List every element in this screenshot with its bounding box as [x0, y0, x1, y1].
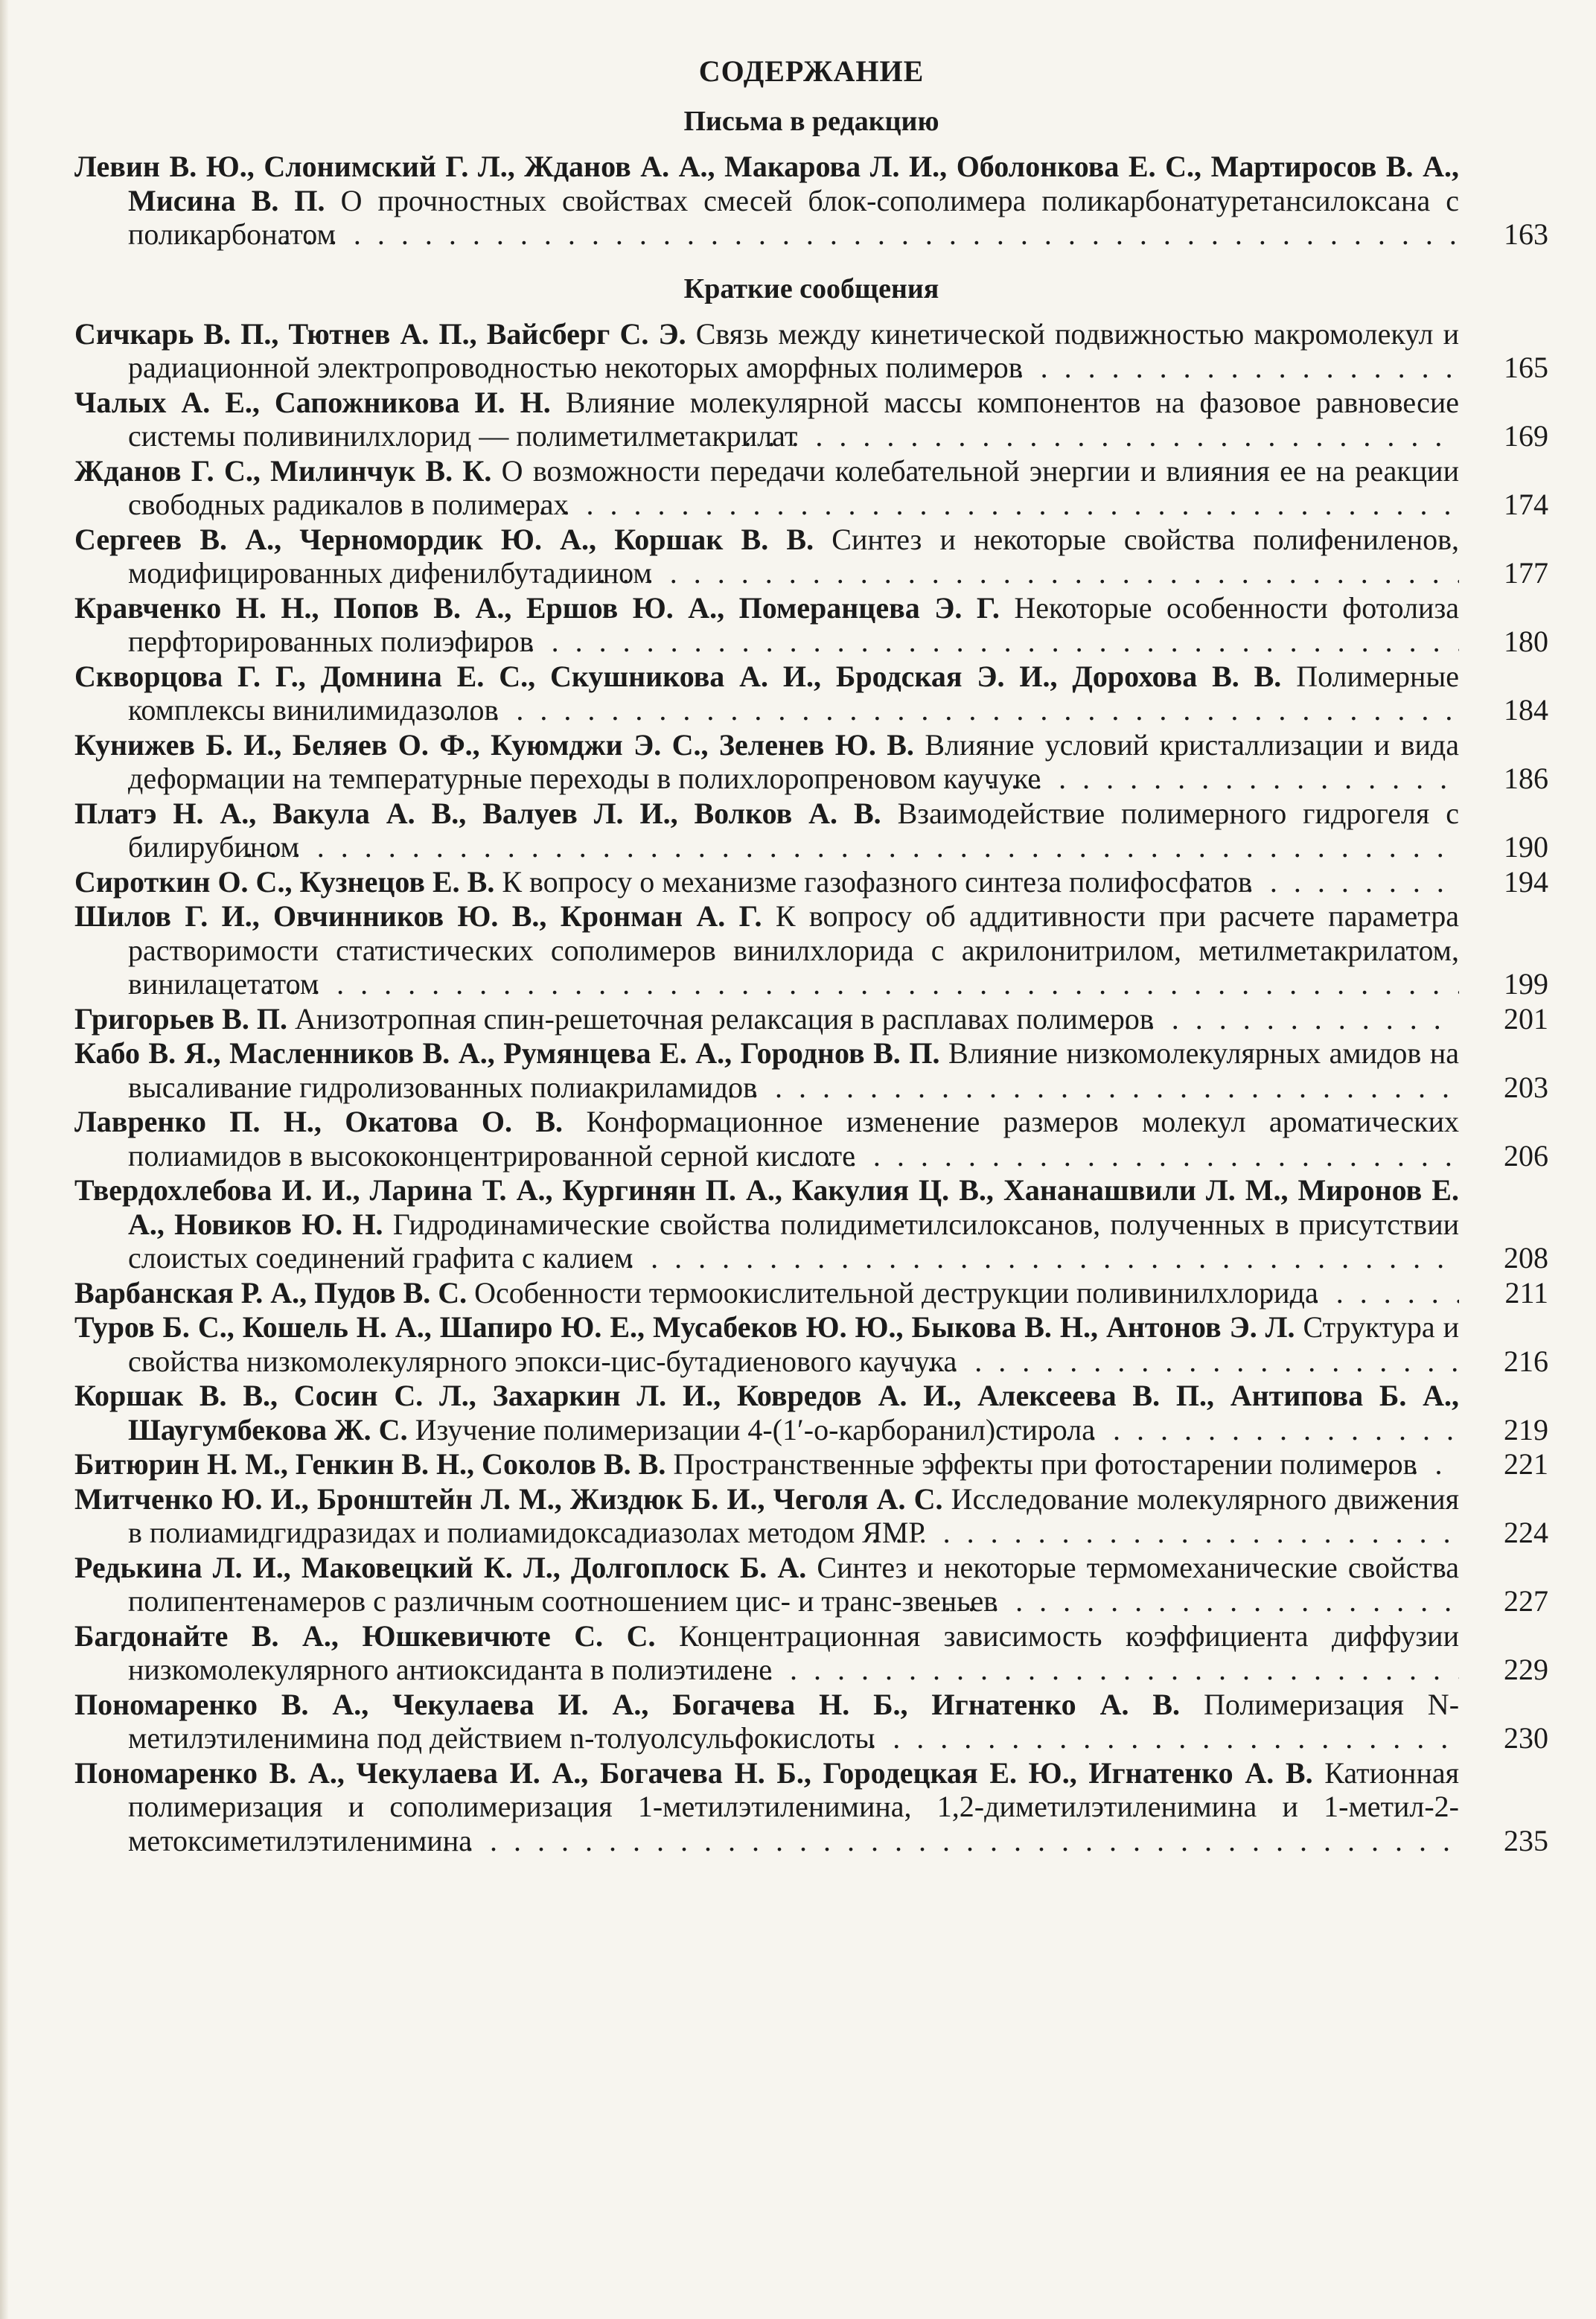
entry-authors: Сергеев В. А., Черномордик Ю. А., Коршак В. В.: [74, 522, 814, 556]
entry-title: Влияние молекулярной массы компонентов на фазовое равновесие системы поливинилхлорид — полиметилметакрилат . . .: [128, 386, 1459, 453]
entry-authors: Митченко Ю. И., Бронштейн Л. М., Жиздюк Б. И., Чеголя А. С.: [74, 1481, 943, 1516]
contents-entry: [74, 386, 1548, 453]
entry-page-number: 190: [1504, 830, 1548, 864]
entry-title: Влияние низкомолекулярных амидов на высаливание гидролизованных полиакриламидов . . .: [128, 1036, 1459, 1104]
entry-authors: Кравченко Н. Н., Попов В. А., Ершов Ю. А., Померанцева Э. Г.: [74, 590, 1000, 625]
contents-entry: [74, 1105, 1548, 1173]
entry-text: [74, 1276, 1459, 1310]
entry-authors: Жданов Г. С., Милинчук В. К.: [74, 453, 492, 488]
entry-page-number: 199: [1504, 967, 1548, 1001]
entry-text: [74, 1447, 1459, 1481]
contents-title: СОДЕРЖАНИЕ: [698, 54, 925, 88]
entry-page-number: 174: [1504, 488, 1548, 521]
entry-authors: Левин В. Ю., Слонимский Г. Л., Жданов А. А., Макарова Л. И., Оболонкова Е. С., Мартиросов В. А., Мисина В. П.: [74, 150, 1459, 217]
entry-authors: Твердохлебова И. И., Ларина Т. А., Кургинян П. А., Какулия Ц. В., Хананашвили Л. М., Миронов Е. А., Новиков Ю. Н.: [74, 1173, 1459, 1241]
entry-title: Некоторые особенности фотолиза перфторированных полиэфиров . . .: [128, 591, 1459, 659]
entry-text: [74, 1310, 1459, 1378]
entry-title: Анизотропная спин-решеточная релаксация в расплавах полимеров . . .: [295, 1002, 1154, 1036]
entry-text: [74, 797, 1459, 864]
entry-page-number: 184: [1504, 693, 1548, 727]
entry-authors: Григорьев В. П.: [74, 1001, 287, 1036]
entry-authors: Туров Б. С., Кошель Н. А., Шапиро Ю. Е., Мусабеков Ю. Ю., Быкова В. Н., Антонов Э. Л.: [74, 1310, 1295, 1344]
entry-authors: Багдонайте В. А., Юшкевичюте С. С.: [74, 1618, 656, 1653]
entry-text: [74, 1688, 1459, 1755]
entry-title: Катионная полимеризация и сополимеризация 1-метилэтиленимина, 1,2-диметилэтиленимина и 1-метил-2-метоксиметилэтиленимина . . .: [128, 1756, 1459, 1857]
contents-entry: [74, 454, 1548, 522]
entry-page-number: 201: [1504, 1001, 1548, 1036]
contents-entry: [74, 1619, 1548, 1687]
entry-authors: Редькина Л. И., Маковецкий К. Л., Долгоплоск Б. А.: [74, 1550, 807, 1584]
entry-authors: Платэ Н. А., Вакула А. В., Валуев Л. И., Волков А. В.: [74, 796, 881, 830]
contents-entry: [74, 1756, 1548, 1858]
entry-title: К вопросу о механизме газофазного синтеза полифосфатов . . .: [502, 865, 1252, 899]
entry-title: Полимерные комплексы винилимидазолов . . .: [128, 660, 1459, 727]
entry-title: Гидродинамические свойства полидиметилсилоксанов, полученных в присутствии слоистых соединений графита с калием . . .: [128, 1208, 1459, 1275]
entry-authors: Кабо В. Я., Масленников В. А., Румянцева Е. А., Городнов В. П.: [74, 1036, 940, 1070]
contents-entry: [74, 523, 1548, 590]
entry-page-number: 235: [1504, 1823, 1548, 1857]
entry-authors: Кунижев Б. И., Беляев О. Ф., Куюмджи Э. С., Зеленев Ю. В.: [74, 727, 914, 762]
entry-title: Конформационное изменение размеров молекул ароматических полиамидов в высококонцентрированной серной кислоте . . .: [128, 1105, 1459, 1173]
entry-text: [74, 591, 1459, 659]
page-edge-shadow: [0, 0, 9, 2319]
entry-text: [74, 1379, 1459, 1446]
entry-title: Связь между кинетической подвижностью макромолекул и радиационной электропроводностью некоторых аморфных полимеров . . .: [128, 317, 1459, 385]
contents-entry: [74, 1551, 1548, 1618]
entry-text: [74, 1756, 1459, 1858]
entry-page-number: 165: [1504, 351, 1548, 384]
entry-page-number: 219: [1504, 1412, 1548, 1446]
contents-sections: [74, 105, 1548, 1857]
entry-title: Структура и свойства низкомолекулярного эпокси-цис-бутадиенового каучука . . .: [128, 1310, 1459, 1378]
entry-text: [74, 317, 1459, 385]
contents-entry: [74, 1276, 1548, 1310]
contents-entry: [74, 660, 1548, 727]
entry-text: [74, 1173, 1459, 1275]
entry-title: Взаимодействие полимерного гидрогеля с билирубином . . .: [128, 797, 1459, 864]
entry-page-number: 180: [1504, 625, 1548, 658]
entry-text: [74, 899, 1459, 1001]
entry-authors: Пономаренко В. А., Чекулаева И. А., Богачева Н. Б., Городецкая Е. Ю., Игнатенко А. В.: [74, 1755, 1313, 1790]
entry-authors: Лавренко П. Н., Окатова О. В.: [74, 1105, 564, 1138]
contents-entry: [74, 1379, 1548, 1446]
section-heading: Краткие сообщения: [683, 272, 939, 304]
contents-entry: [74, 899, 1548, 1001]
contents-entry: [74, 1447, 1548, 1481]
entry-page-number: 227: [1504, 1584, 1548, 1618]
contents-entry: [74, 865, 1548, 899]
entry-text: [74, 523, 1459, 590]
entry-text: [74, 1036, 1459, 1104]
entry-title: Пространственные эффекты при фотостарении полимеров . . .: [673, 1447, 1417, 1481]
entry-page-number: 169: [1504, 419, 1548, 453]
entry-authors: Пономаренко В. А., Чекулаева И. А., Богачева Н. Б., Игнатенко А. В.: [74, 1687, 1181, 1721]
entry-text: [74, 728, 1459, 796]
entry-text: [74, 1002, 1459, 1036]
entry-text: [74, 454, 1459, 522]
entry-authors: Битюрин Н. М., Генкин В. Н., Соколов В. В.: [74, 1447, 666, 1481]
entry-text: [74, 386, 1459, 453]
contents-entry: [74, 1036, 1548, 1104]
entry-text: [74, 1619, 1459, 1687]
entry-page-number: 230: [1504, 1721, 1548, 1755]
entry-title: Концентрационная зависимость коэффициента диффузии низкомолекулярного антиоксиданта в полиэтилене . . .: [128, 1619, 1459, 1687]
entry-title: О возможности передачи колебательной энергии и влияния ее на реакции свободных радикалов в полимерах . . .: [128, 454, 1459, 522]
entry-page-number: 229: [1504, 1653, 1548, 1686]
entry-page-number: 163: [1504, 217, 1548, 251]
entry-page-number: 221: [1504, 1447, 1548, 1481]
entry-text: [74, 1482, 1459, 1550]
contents-entry: [74, 797, 1548, 864]
contents-entry: [74, 150, 1548, 252]
entry-page-number: 194: [1504, 864, 1548, 899]
entry-authors: Варбанская Р. А., Пудов В. С.: [74, 1275, 467, 1310]
entry-title: Изучение полимеризации 4-(1′-о-карборанил)стирола . . .: [415, 1413, 1095, 1446]
entry-title: Исследование молекулярного движения в полиамидгидразидах и полиамидоксадиазолах методом ЯМР . . .: [128, 1482, 1459, 1550]
entry-title: Особенности термоокислительной деструкции поливинилхлорида . . .: [474, 1276, 1318, 1310]
entry-page-number: 224: [1504, 1516, 1548, 1549]
entry-authors: Чалых А. Е., Сапожникова И. Н.: [74, 385, 551, 419]
entry-text: [74, 660, 1459, 727]
contents-entry: [74, 1688, 1548, 1755]
contents-entry: [74, 591, 1548, 659]
entry-page-number: 177: [1504, 556, 1548, 590]
entry-title: К вопросу об аддитивности при расчете параметра растворимости статистических сополимеров винилхлорида с акрилонитрилом, метилметакрилатом, винилацетатом . . .: [128, 899, 1459, 1001]
entry-page-number: 211: [1504, 1275, 1548, 1310]
entry-text: [74, 1551, 1459, 1618]
entry-page-number: 186: [1504, 762, 1548, 795]
entry-page-number: 203: [1504, 1070, 1548, 1104]
contents-page: [74, 45, 1548, 1858]
entry-title: Полимеризация N-метилэтиленимина под действием n-толуолсульфокислоты . . .: [128, 1688, 1459, 1755]
contents-entry: [74, 1482, 1548, 1550]
entry-title: О прочностных свойствах смесей блок-сополимера поликарбонатуретансилоксана с поликарбонатом . . .: [128, 184, 1459, 252]
contents-entry: [74, 1310, 1548, 1378]
entry-page-number: 208: [1504, 1241, 1548, 1275]
contents-entry: [74, 317, 1548, 385]
contents-entry: [74, 728, 1548, 796]
section-heading: Письма в редакцию: [683, 106, 939, 137]
entry-text: [74, 150, 1459, 252]
entry-title: Синтез и некоторые термомеханические свойства полипентенамеров с различным соотношением цис- и транс-звеньев . . .: [128, 1551, 1459, 1618]
entry-authors: Шилов Г. И., Овчинников Ю. В., Кронман А. Г.: [74, 899, 762, 933]
entry-page-number: 216: [1504, 1344, 1548, 1378]
entry-authors: Сичкарь В. П., Тютнев А. П., Вайсберг С. Э.: [74, 316, 686, 351]
entry-text: [74, 1105, 1459, 1173]
entry-authors: Скворцова Г. Г., Домнина Е. С., Скушникова А. И., Бродская Э. И., Дорохова В. В.: [74, 659, 1282, 693]
contents-entry: [74, 1002, 1548, 1036]
entry-authors: Коршак В. В., Сосин С. Л., Захаркин Л. И., Ковредов А. И., Алексеева В. П., Антипова Б. А., Шаугумбекова Ж. С.: [74, 1379, 1459, 1446]
entry-title: Влияние условий кристаллизации и вида деформации на температурные переходы в полихлоропреновом каучуке . . .: [128, 728, 1459, 796]
entry-page-number: 206: [1504, 1138, 1548, 1173]
entry-text: [74, 865, 1459, 899]
entry-title: Синтез и некоторые свойства полифениленов, модифицированных дифенилбутадиином . . .: [128, 523, 1459, 590]
entry-authors: Сироткин О. С., Кузнецов Е. В.: [74, 864, 495, 899]
contents-entry: [74, 1173, 1548, 1275]
